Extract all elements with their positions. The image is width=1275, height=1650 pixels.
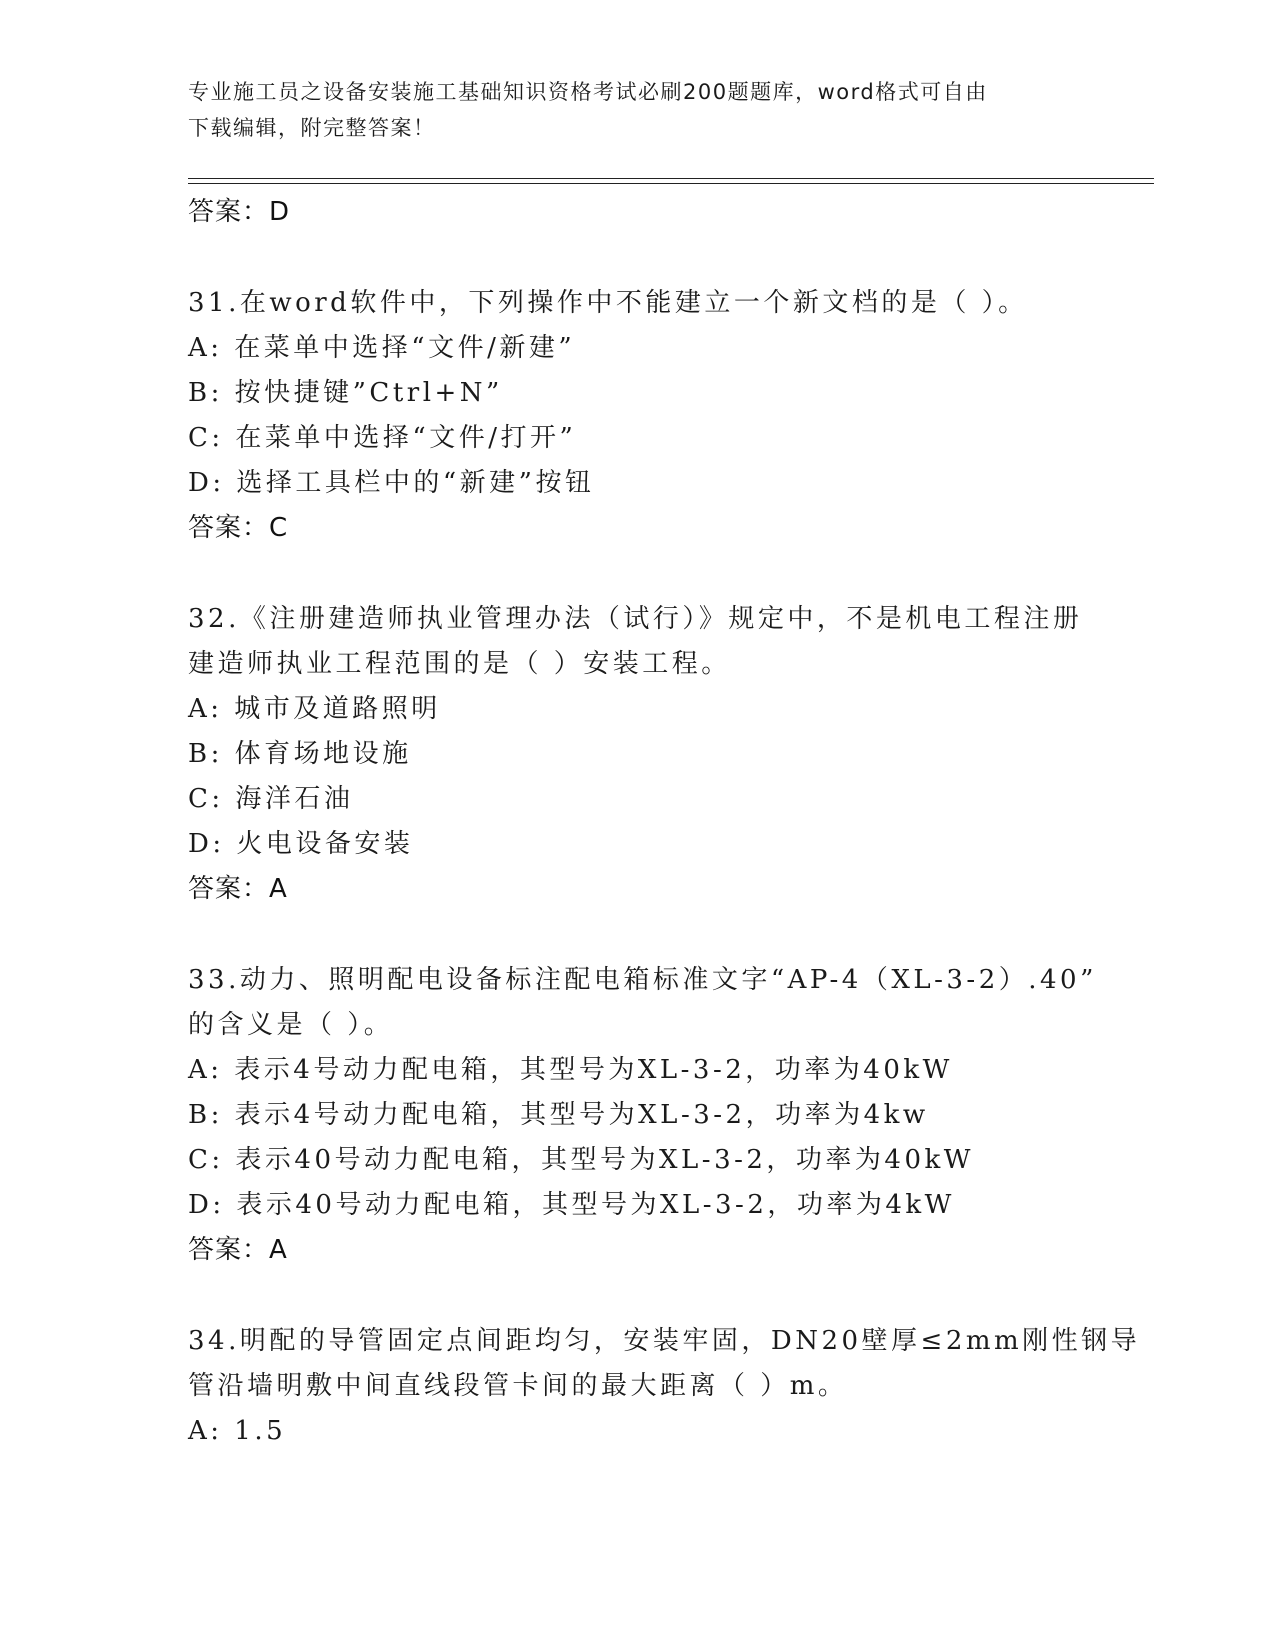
question-34	[188, 1319, 1141, 1454]
previous-answer: 答案：D	[188, 197, 291, 227]
header-divider-top	[188, 178, 1154, 179]
question-33	[188, 958, 1097, 1273]
option-d: D: 火电设备安装	[188, 829, 414, 859]
option-a: A: 表示4号动力配电箱，其型号为XL-3-2，功率为40kW	[188, 1055, 953, 1085]
question-text: 33.动力、照明配电设备标注配电箱标准文字“AP-4（XL-3-2）.40”	[188, 965, 1097, 995]
header-line-2: 下载编辑，附完整答案！	[188, 116, 436, 140]
option-b: B: 表示4号动力配电箱，其型号为XL-3-2，功率为4kw	[188, 1100, 929, 1130]
option-d: D: 选择工具栏中的“新建”按钮	[188, 468, 595, 498]
header-line-1: 专业施工员之设备安装施工基础知识资格考试必刷200题题库，word格式可自由	[188, 80, 988, 104]
option-b: B: 按快捷键”Ctrl+N”	[188, 378, 503, 408]
option-d: D: 表示40号动力配电箱，其型号为XL-3-2，功率为4kW	[188, 1190, 955, 1220]
answer: 答案：C	[188, 513, 289, 543]
document-header	[188, 74, 1068, 146]
option-b: B: 体育场地设施	[188, 739, 412, 769]
answer: 答案：A	[188, 1235, 288, 1265]
question-31	[188, 281, 1088, 551]
question-text-continued: 的含义是（ ）。	[188, 1010, 394, 1040]
question-32	[188, 597, 1088, 912]
header-divider-bottom	[188, 183, 1154, 184]
option-a: A: 1.5	[188, 1416, 287, 1446]
option-c: C: 在菜单中选择“文件/打开”	[188, 423, 577, 453]
answer: 答案：A	[188, 874, 288, 904]
option-c: C: 表示40号动力配电箱，其型号为XL-3-2，功率为40kW	[188, 1145, 974, 1175]
question-text: 34.明配的导管固定点间距均匀，安装牢固，DN20壁厚≤2mm刚性钢导	[188, 1326, 1141, 1356]
option-c: C: 海洋石油	[188, 784, 354, 814]
option-a: A: 城市及道路照明	[188, 694, 441, 724]
option-a: A: 在菜单中选择“文件/新建”	[188, 333, 576, 363]
question-text: 32.《注册建造师执业管理办法（试行）》规定中，不是机电工程注册	[188, 604, 1083, 634]
question-text: 31.在word软件中，下列操作中不能建立一个新文档的是（ ）。	[188, 288, 1028, 318]
question-text-continued: 建造师执业工程范围的是（ ）安装工程。	[188, 649, 731, 679]
question-list	[188, 190, 1141, 1454]
question-text-continued: 管沿墙明敷中间直线段管卡间的最大距离（ ）m。	[188, 1371, 848, 1401]
